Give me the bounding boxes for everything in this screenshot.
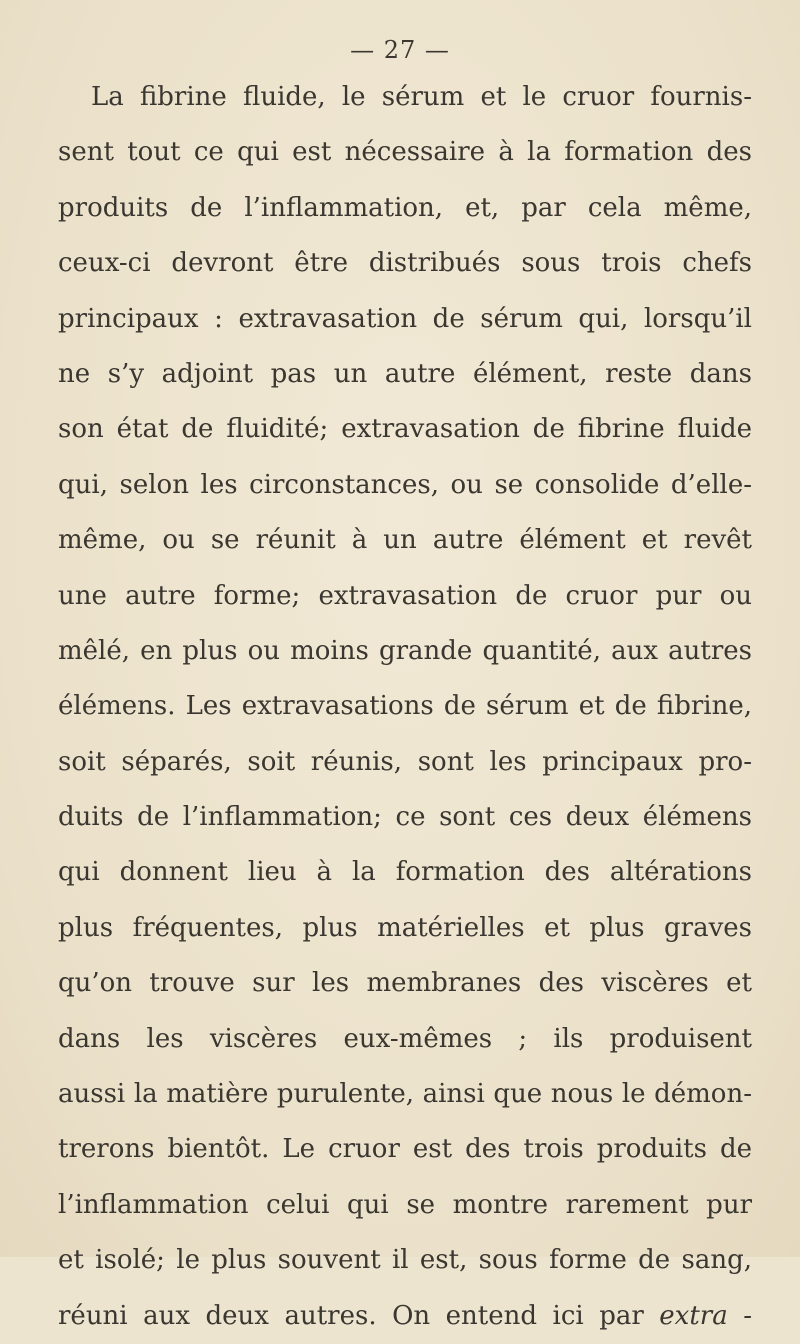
text-line: qui, selon les circonstances, ou se consolide d’elle-: [58, 469, 752, 500]
text-line: sent tout ce qui est nécessaire à la formation des: [58, 137, 752, 168]
text-line: qui donnent lieu à la formation des altérations: [58, 857, 752, 888]
italic-word: extra -: [659, 1300, 752, 1331]
text-line: élémens. Les extravasations de sérum et de fibrine,: [58, 691, 752, 722]
text-line: La fibrine fluide, le sérum et le cruor fournis-: [91, 82, 752, 112]
body-paragraph: [58, 70, 752, 1344]
page-number: — 27 —: [350, 36, 450, 64]
text-line: ceux-ci devront être distribués sous trois chefs: [58, 248, 752, 279]
text-line: principaux : extravasation de sérum qui, lorsqu’il: [58, 303, 752, 334]
text-line: dans les viscères eux-mêmes ; ils produisent: [58, 1023, 752, 1054]
text-line-last-roman: réuni aux deux autres. On entend ici par: [58, 1300, 644, 1331]
text-line: ne s’y adjoint pas un autre élément, reste dans: [58, 358, 752, 389]
text-line: l’inflammation celui qui se montre rarement pur: [58, 1189, 752, 1220]
text-line: une autre forme; extravasation de cruor pur ou: [58, 580, 752, 611]
text-line: soit séparés, soit réunis, sont les principaux pro-: [58, 746, 752, 777]
text-line: trerons bientôt. Le cruor est des trois produits de: [58, 1134, 752, 1165]
text-line: et isolé; le plus souvent il est, sous forme de sang,: [58, 1245, 752, 1276]
text-line: plus fréquentes, plus matérielles et plus graves: [58, 912, 752, 943]
text-line: même, ou se réunit à un autre élément et revêt: [58, 525, 752, 556]
text-line: aussi la matière purulente, ainsi que nous le démon-: [58, 1079, 752, 1110]
text-line: son état de fluidité; extravasation de fibrine fluide: [58, 414, 752, 445]
text-line: qu’on trouve sur les membranes des viscères et: [58, 968, 752, 999]
text-line: produits de l’inflammation, et, par cela même,: [58, 192, 752, 223]
text-line-last: [58, 1289, 752, 1344]
text-line: duits de l’inflammation; ce sont ces deux élémens: [58, 802, 752, 833]
text-line: mêlé, en plus ou moins grande quantité, aux autres: [58, 635, 752, 666]
